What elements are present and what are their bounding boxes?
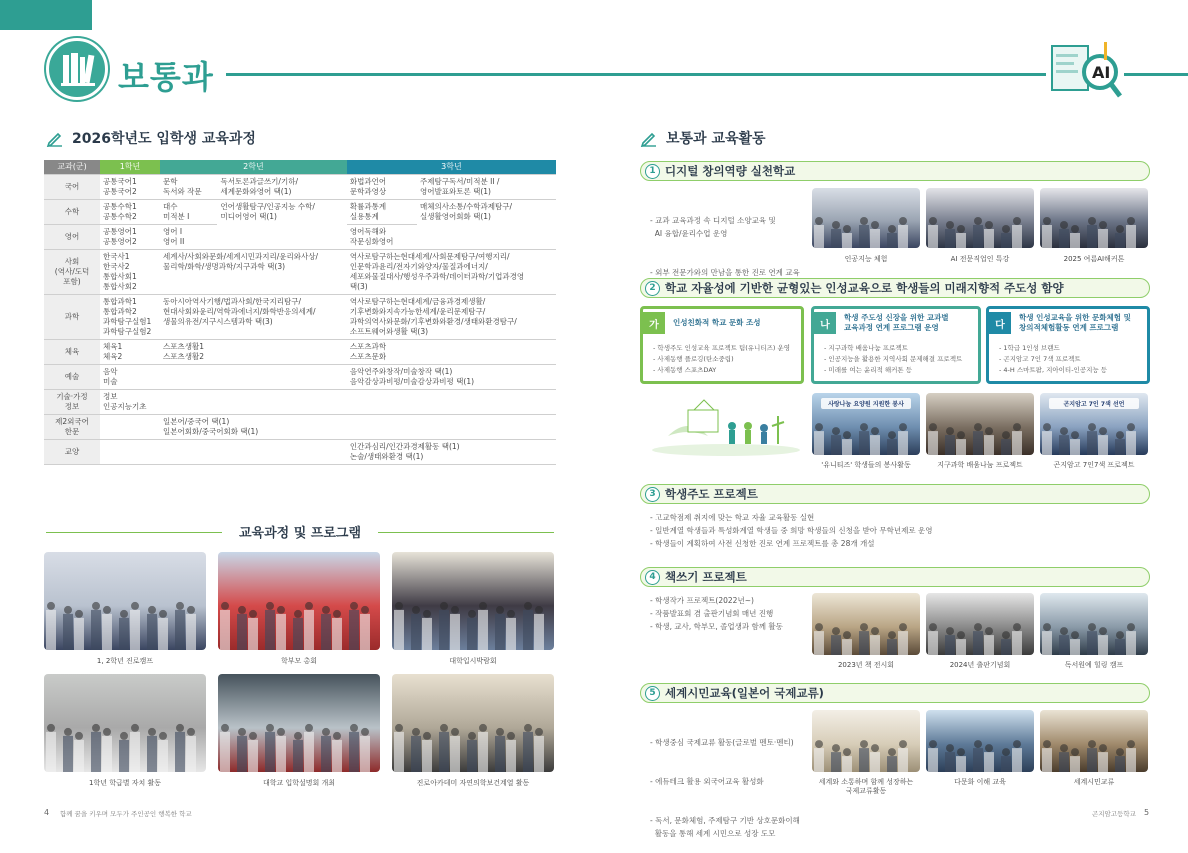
- program-photo: [44, 674, 206, 772]
- table-cell: [100, 415, 160, 440]
- photo-caption: 2025 여름AI해커톤: [1063, 255, 1125, 263]
- photo-caption: 학부모 총회: [280, 657, 318, 665]
- activity-5-title: 5 세계시민교육(일본어 국제교류): [640, 683, 1150, 703]
- table-row: [44, 295, 556, 340]
- table-cell: 공통국어1 공통국어2: [100, 175, 160, 200]
- table-cell: 체육1 체육2: [100, 340, 160, 365]
- table-cell: 확률과통계 실용통계: [347, 200, 417, 225]
- photo-caption: 1, 2학년 진로캠프: [96, 657, 154, 665]
- program-photo: [44, 552, 206, 650]
- activity-photo: [1040, 593, 1148, 655]
- curriculum-table: [44, 160, 556, 465]
- table-cell: 음악연주와창작/미술창작 택(1) 음악감상과비평/미술감상과비평 택(1): [347, 365, 556, 390]
- table-cell: 언어생활탐구/인공지능 수학/ 미디어영어 택(1): [217, 200, 346, 250]
- table-header: 3학년: [347, 160, 556, 175]
- photo-caption: 2024년 출판기념회: [949, 661, 1011, 669]
- photo-caption: 다문화 이해 교육: [954, 778, 1006, 786]
- school-illustration: [648, 396, 804, 458]
- table-cell: 공통수학1 공통수학2: [100, 200, 160, 225]
- header-rule-right: [1124, 73, 1188, 76]
- photo-caption: 2023년 책 전시회: [837, 661, 895, 669]
- table-cell: 음악 미술: [100, 365, 160, 390]
- photo-caption: 진로아카데미 자연의학보건계열 활동: [416, 779, 530, 787]
- table-cell: 영어독해와 작문심화영어: [347, 225, 417, 250]
- photo-caption: 1학년 학급별 자치 활동: [89, 779, 161, 787]
- table-row: [44, 365, 556, 390]
- photo-caption: '유니티즈' 학생들의 봉사활동: [821, 461, 911, 469]
- table-cell: 정보 인공지능기초: [100, 390, 160, 415]
- table-header: 2학년: [160, 160, 347, 175]
- subject-cell: 예술: [44, 365, 100, 390]
- activity-photo: [1040, 393, 1148, 455]
- table-cell: 화법과언어 문학과영상: [347, 175, 417, 200]
- table-row: [44, 175, 556, 200]
- program-box-ga: 가 인성친화적 학교 문화 조성 - 학생주도 인성교육 프로젝트 팀(유니티즈) 운영 - 사제동행 플로깅(탄소중립) - 사제동행 스포츠DAY: [640, 306, 804, 384]
- program-heading-bar: [46, 522, 554, 542]
- header-rule: [226, 73, 1046, 76]
- activity-photo: [1040, 188, 1148, 248]
- table-cell: 일본어/중국어 택(1) 일본어회화/중국어회화 택(1): [160, 415, 347, 440]
- activity-1-title: 1 디지털 창의역량 실천학교: [640, 161, 1150, 181]
- activity-4-title: 4 책쓰기 프로젝트: [640, 567, 1150, 587]
- table-cell: [100, 440, 160, 465]
- activity-4-bullets: - 학생작가 프로젝트(2022년~) - 작품발표회 겸 출판기념회 매년 진행 - 학생, 교사, 학부모, 졸업생과 함께 활동: [650, 596, 783, 631]
- subject-cell: 과학: [44, 295, 100, 340]
- table-cell: [160, 390, 347, 415]
- svg-text:AI: AI: [1092, 63, 1111, 82]
- table-cell: 매체의사소통/수학과제탐구/ 실생활영어회화 택(1): [417, 200, 556, 250]
- activity-2-title: 2 학교 자율성에 기반한 균형있는 인성교육으로 학생들의 미래지향적 주도성 함양: [640, 278, 1150, 298]
- pencil-icon: [640, 129, 658, 147]
- program-heading: 교육과정 및 프로그램: [222, 522, 378, 542]
- table-cell: [160, 440, 347, 465]
- subject-cell: 교양: [44, 440, 100, 465]
- table-header: 1학년: [100, 160, 160, 175]
- curriculum-heading: 2026학년도 입학생 교육과정: [46, 128, 256, 148]
- pencil-icon: [46, 129, 64, 147]
- activity-1-bullets: - 교과 교육과정 속 디지털 소양교육 및 AI 융합/윤리수업 운영 - 외부 전문가와의 만남을 통한 진로 연계 교육: [650, 216, 800, 277]
- ai-book-icon: [1048, 40, 1124, 112]
- program-box-da: 다 학생 인성교육을 위한 문화체험 및 창의적체험활동 연계 프로그램 - 1학급 1인성 브랜드 - 곤지암고 7인 7색 프로젝트 - 4-H 스마트팜, 지아이티-인공지능 등: [986, 306, 1150, 384]
- program-box-na: 나 학생 주도성 신장을 위한 교과별 교육과정 연계 프로그램 운영 - 지구과학 배움나눔 프로젝트 - 인공지능을 활용한 지역사회 문제해결 프로젝트 - 미래를 여는 윤리적 해커톤 등: [811, 306, 981, 384]
- photo-caption: 곤지암고 7인7색 프로젝트: [1053, 461, 1135, 469]
- books-icon: [46, 38, 108, 100]
- subject-cell: 수학: [44, 200, 100, 225]
- activity-photo: [926, 393, 1034, 455]
- activity-5-bullets: - 학생중심 국제교류 활동(글로벌 멘토·멘티) - 에듀테크 활용 외국어교육 활성화 - 독서, 문화체험, 주제탐구 기반 상호문화이해 활동을 통해 세계 시민으로 성장 도모: [650, 738, 800, 838]
- subject-cell: 기술·가정 정보: [44, 390, 100, 415]
- table-row: [44, 415, 556, 440]
- table-header: 교과(군): [44, 160, 100, 175]
- table-row: [44, 440, 556, 465]
- program-photo: [392, 674, 554, 772]
- activity-photo: [926, 593, 1034, 655]
- activities-heading: 보통과 교육활동: [640, 128, 766, 148]
- table-row: [44, 390, 556, 415]
- table-cell: 스포츠과학 스포츠문화: [347, 340, 556, 365]
- page-number-right: 5: [1144, 808, 1150, 817]
- photo-sign: 곤지암고 7인 7색 선언: [1049, 398, 1140, 409]
- photo-caption: AI 전문직업인 특강: [950, 255, 1010, 263]
- photo-caption: 세계와 소통하며 함께 성장하는 국제교류활동: [818, 778, 914, 795]
- table-cell: 인간과심리/인간과경제활동 택(1) 논술/생태와환경 택(1): [347, 440, 556, 465]
- photo-caption: 지구과학 배움나눔 프로젝트: [937, 461, 1023, 469]
- photo-caption: 대학입시박람회: [449, 657, 497, 665]
- subject-cell: 국어: [44, 175, 100, 200]
- footer-school: 곤지암고등학교: [1092, 810, 1136, 818]
- activity-photo: [1040, 710, 1148, 772]
- activity-photo: [812, 593, 920, 655]
- photo-caption: 세계시민교류: [1073, 778, 1115, 786]
- table-cell: 대수 미적분 I: [160, 200, 217, 225]
- table-cell: 스포츠생활1 스포츠생활2: [160, 340, 347, 365]
- activity-photo: [926, 188, 1034, 248]
- activity-photo: [812, 710, 920, 772]
- activity-photo: [812, 393, 920, 455]
- activity-3-bullets: - 고교학점제 취지에 맞는 학교 자율 교육활동 실현 - 일반계열 학생들과 특성화계열 학생들 중 희망 학생들의 신청을 받아 무학년제로 운영 - 학생들이 계획하여 사전 신청한 진로 연계 프로젝트를 총 28개 개설: [650, 513, 933, 548]
- table-cell: 공통영어1 공통영어2: [100, 225, 160, 250]
- table-row: [44, 340, 556, 365]
- table-cell: 동아시아역사기행/법과사회/한국지리탐구/ 현대사회와윤리/역학과에너지/화학반응의세계/ 생물의유전/지구시스템과학 택(3): [160, 295, 347, 340]
- table-cell: 한국사1 한국사2 통합사회1 통합사회2: [100, 250, 160, 295]
- photo-sign: 사랑나눔 요양원 지원한 봉사: [821, 398, 912, 409]
- program-photo: [392, 552, 554, 650]
- table-row: [44, 200, 556, 225]
- table-cell: 문학 독서와 작문: [160, 175, 217, 200]
- table-cell: [347, 415, 556, 440]
- top-accent-bar: [0, 0, 92, 30]
- photo-caption: 대학교 입학설명회 개최: [262, 779, 336, 787]
- activity-photo: [926, 710, 1034, 772]
- table-cell: 통합과학1 통합과학2 과학탐구실험1 과학탐구실험2: [100, 295, 160, 340]
- program-photo: [218, 552, 380, 650]
- table-cell: 역사로탐구하는현대세계/사회문제탐구/여행지리/ 인문학과윤리/전자기와양자/물질과에너지/ 세포와물질대사/행성우주과학/데이터과학/기업과경영 택(3): [347, 250, 556, 295]
- activity-3-title: 3 학생주도 프로젝트: [640, 484, 1150, 504]
- table-cell: 역사로탐구하는현대세계/금융과경제생활/ 기후변화와지속가능한세계/윤리문제탐구/ 과학의역사와문화/기후변화와환경/생태와환경탐구/ 소프트웨어와생활 택(3): [347, 295, 556, 340]
- table-cell: [347, 390, 556, 415]
- table-cell: 독서토론과글쓰기/기하/ 세계문화와영어 택(1): [217, 175, 346, 200]
- photo-caption: 독서원예 힐링 캠프: [1064, 661, 1124, 669]
- subject-cell: 체육: [44, 340, 100, 365]
- table-cell: 영어 I 영어 II: [160, 225, 217, 250]
- table-cell: 세계사/사회와문화/세계시민과지리/윤리와사상/ 물리학/화학/생명과학/지구과학 택(3): [160, 250, 347, 295]
- activity-photo: [812, 188, 920, 248]
- subject-cell: 제2외국어 한문: [44, 415, 100, 440]
- program-photo: [218, 674, 380, 772]
- table-row: [44, 250, 556, 295]
- subject-cell: 사회 (역사/도덕 포함): [44, 250, 100, 295]
- footer-slogan: 함께 꿈을 키우며 모두가 주인공인 행복한 학교: [60, 810, 192, 818]
- page-title: 보통과: [118, 58, 214, 96]
- page-number-left: 4: [44, 808, 50, 817]
- subject-cell: 영어: [44, 225, 100, 250]
- photo-caption: 인공지능 체험: [844, 255, 888, 263]
- table-cell: [160, 365, 347, 390]
- table-cell: 주제탐구독서/미적분 II / 영어발표와토론 택(1): [417, 175, 556, 200]
